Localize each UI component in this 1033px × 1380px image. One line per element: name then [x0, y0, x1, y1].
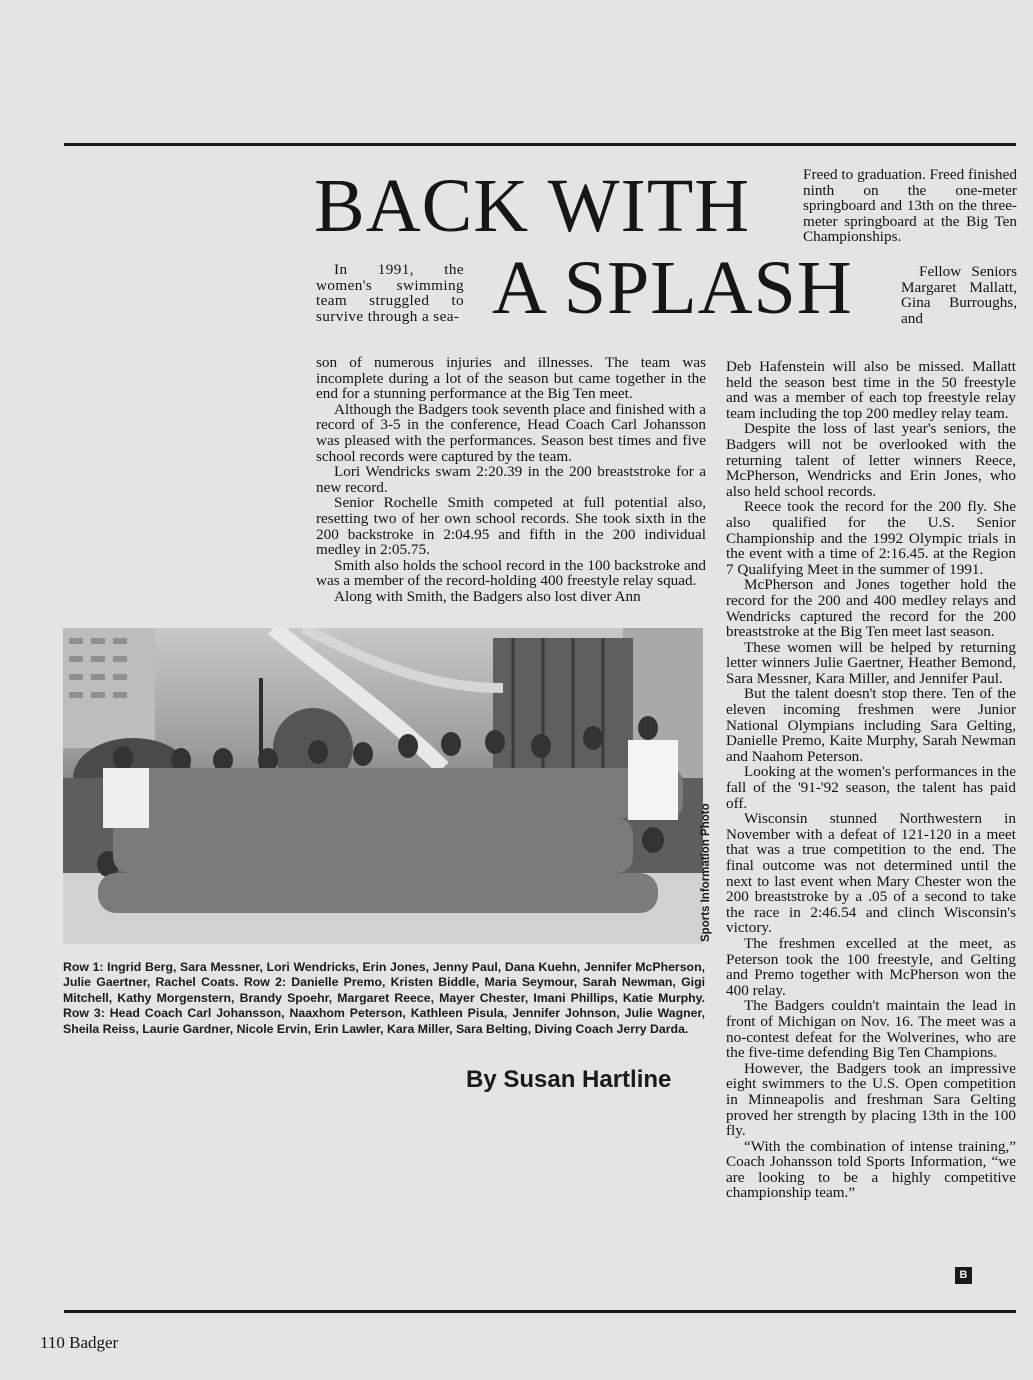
bottom-rule: [64, 1310, 1016, 1313]
body-paragraph: Lori Wendricks swam 2:20.39 in the 200 breaststroke for a new record.: [316, 463, 706, 496]
body-paragraph: McPherson and Jones together hold the record for the 200 and 400 medley relays and Wendricks captured the record for the 200 breaststroke at the Big Ten meet last season.: [726, 576, 1016, 641]
body-paragraph: “With the combination of intense training,” Coach Johansson told Sports Information, “we are looking to be a highly competitive championship team.”: [726, 1137, 1016, 1202]
body-paragraph: Deb Hafenstein will also be missed. Mallatt held the season best time in the 50 freestyle and was a member of each top freestyle relay team including the top 200 medley relay team.: [726, 358, 1016, 422]
body-paragraph: Looking at the women's performances in the fall of the '91-'92 season, the talent has paid off.: [726, 763, 1016, 812]
body-column-right-top: [803, 167, 1017, 245]
body-paragraph: However, the Badgers took an impressive eight swimmers to the U.S. Open competition in Minneapolis and freshman Sara Gelting proved her strength by placing 13th in the 100 fly.: [726, 1059, 1016, 1140]
body-paragraph: In 1991, the women's swimming team struggled to survive through a sea-: [316, 261, 464, 325]
photo-caption: Row 1: Ingrid Berg, Sara Messner, Lori Wendricks, Erin Jones, Jenny Paul, Dana Kuehn, Jennifer McPherson, Julie Gaertner, Rachel Coats. Row 2: Danielle Premo, Kristen Biddle, Maria Seymour, Sarah Newman, Gigi Mitchell, Kathy Morgenstern, Brandy Spoehr, Margaret Reece, Mayer Chester, Imani Phillips, Katie Murphy. Row 3: Head Coach Carl Johansson, Naaxhom Peterson, Kathleen Pisula, Jennifer Johnson, Julie Wagner, Sheila Reiss, Laurie Gardner, Nicole Ervin, Erin Lawler, Kara Miller, Sara Belting, Diving Coach Jerry Darda.: [63, 960, 705, 1036]
body-paragraph: These women will be helped by returning letter winners Julie Gaertner, Heather Bemond, Sara Messner, Kara Miller, and Jennifer Paul.: [726, 638, 1016, 687]
body-paragraph: son of numerous injuries and illnesses. The team was incomplete during a lot of the season but came together in the end for a stunning performance at the Big Ten meet.: [316, 354, 706, 403]
byline: By Susan Hartline: [466, 1066, 672, 1093]
body-column-mid-top: [316, 262, 464, 324]
body-paragraph: Reece took the record for the 200 fly. She also qualified for the U.S. Senior Championship and the 1992 Olympic trials in the event with a time of 2:16.45. at the Region 7 Qualifying Meet in the summer of 1991.: [726, 498, 1016, 578]
page-folio: 110 Badger: [40, 1333, 119, 1352]
headline-line-2: A SPLASH: [492, 246, 853, 330]
team-photo-illustration: [63, 628, 703, 944]
top-rule: [64, 143, 1016, 146]
end-mark: B: [955, 1267, 972, 1284]
body-paragraph: Although the Badgers took seventh place and finished with a record of 3-5 in the conference, Head Coach Carl Johansson was pleased with the performances. Season best times and five school records were captured by the team.: [316, 400, 706, 465]
body-paragraph: But the talent doesn't stop there. Ten of the eleven incoming freshmen were Junior National Olympians including Sara Gelting, Danielle Premo, Kaite Murphy, Sarah Newman and Naahom Peterson.: [726, 685, 1016, 765]
body-paragraph: Despite the loss of last year's seniors, the Badgers will not be overlooked with the returning talent of letter winners Reece, McPherson, Wendricks and Erin Jones, who also held school records.: [726, 420, 1016, 500]
body-column-right-narrow: [901, 264, 1017, 326]
body-column-right: [726, 359, 1016, 1201]
body-paragraph: The freshmen excelled at the meet, as Peterson took the 100 freestyle, and Gelting and Premo together with McPherson won the 400 relay.: [726, 934, 1016, 999]
body-paragraph: Smith also holds the school record in the 100 backstroke and was a member of the record-holding 400 freestyle relay squad.: [316, 556, 706, 590]
photo-credit: Sports Information Photo: [700, 803, 712, 942]
headline-line-1: BACK WITH: [314, 164, 751, 248]
body-paragraph: Senior Rochelle Smith competed at full potential also, resetting two of her own school records. She took sixth in the 200 backstroke in 2:04.95 and fifth in the 200 individual medley in 2:05.75.: [316, 494, 706, 559]
body-paragraph: Freed to graduation. Freed finished ninth on the one-meter springboard and 13th on the three-meter springboard at the Big Ten Championships.: [803, 166, 1017, 246]
body-paragraph: Along with Smith, the Badgers also lost diver Ann: [334, 587, 641, 605]
body-paragraph: Wisconsin stunned Northwestern in November with a defeat of 121-120 in a meet that was a true competition to the end. The final outcome was not determined until the next to last event when Mary Chester won the 200 breaststroke by a .05 of a second to take the race in 2:46.54 and clinch Wisconsin's victory.: [726, 810, 1016, 937]
body-paragraph: The Badgers couldn't maintain the lead in front of Michigan on Nov. 16. The meet was a no-contest defeat for the Wolverines, who are the five-time defending Big Ten Champions.: [726, 997, 1016, 1062]
body-column-mid: [316, 355, 706, 605]
body-paragraph: Fellow Seniors Margaret Mallatt, Gina Burroughs, and: [901, 263, 1017, 327]
team-photo: [63, 628, 703, 944]
